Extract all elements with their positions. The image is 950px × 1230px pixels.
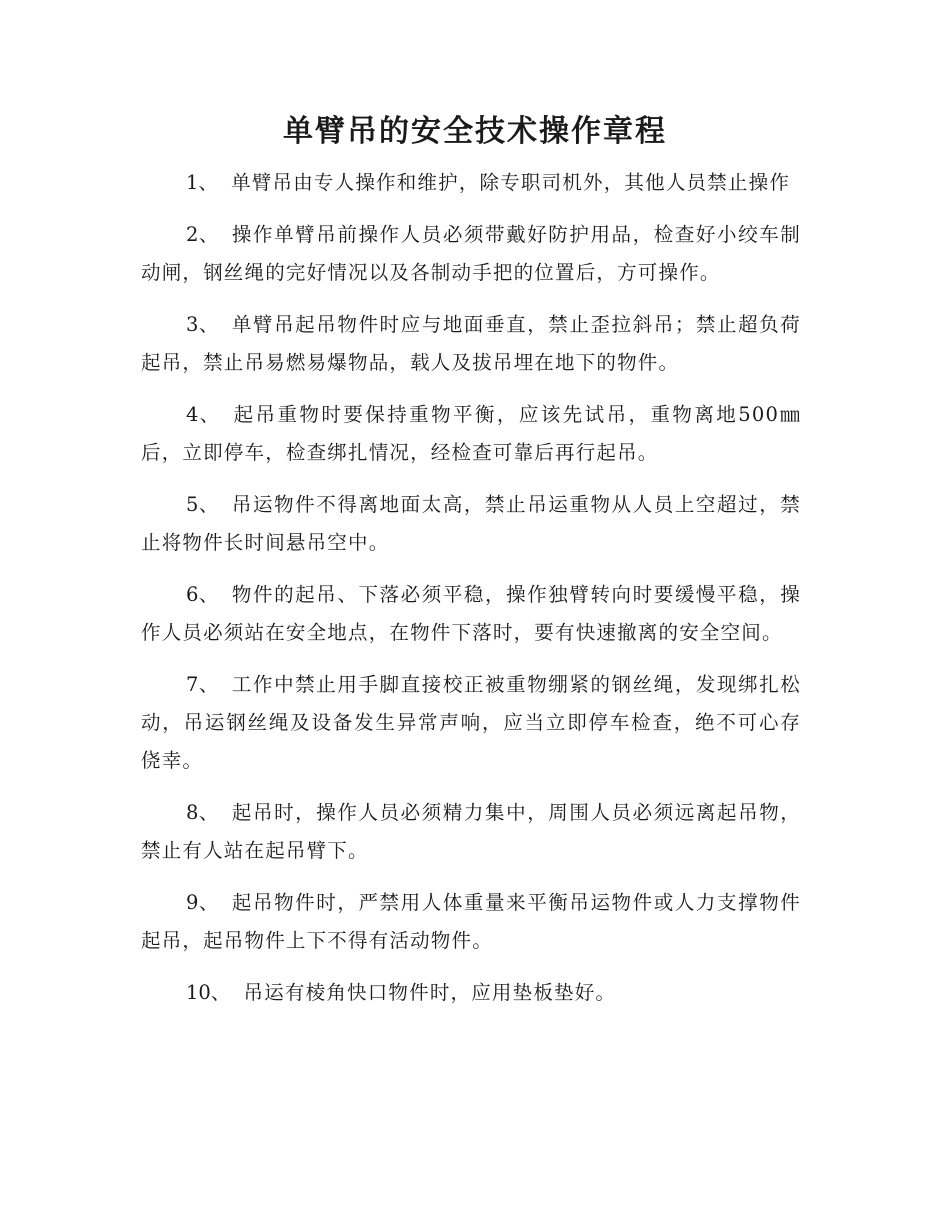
rule-separator: 、 xyxy=(198,223,220,246)
rule-number: 4 xyxy=(186,403,199,426)
rule-separator: 、 xyxy=(198,403,222,426)
rule-number: 8 xyxy=(186,801,199,824)
rule-separator: 、 xyxy=(198,891,220,914)
rule-item-1 xyxy=(141,164,801,202)
rule-separator: 、 xyxy=(198,801,220,824)
rule-number: 1 xyxy=(186,171,199,194)
rule-separator: 、 xyxy=(198,673,220,696)
rule-number: 10 xyxy=(186,981,211,1004)
rule-number: 3 xyxy=(186,313,199,336)
rule-text: 起吊重物时要保持重物平衡，应该先试吊，重物离地500㎜后，立即停车，检查绑扎情况，经检查可靠后再行起吊。 xyxy=(141,403,801,464)
rule-text: 工作中禁止用手脚直接校正被重物绷紧的钢丝绳，发现绑扎松动，吊运钢丝绳及设备发生异常声响，应当立即停车检查，绝不可心存侥幸。 xyxy=(141,673,801,772)
rule-item-3 xyxy=(141,306,801,382)
rule-number: 5 xyxy=(186,493,199,516)
rule-item-10 xyxy=(141,974,801,1012)
rule-text: 吊运物件不得离地面太高，禁止吊运重物从人员上空超过，禁止将物件长时间悬吊空中。 xyxy=(141,493,801,554)
rule-item-4 xyxy=(141,396,801,472)
rule-number: 7 xyxy=(186,673,199,696)
rule-text: 单臂吊由专人操作和维护，除专职司机外，其他人员禁止操作 xyxy=(231,171,791,194)
rule-separator: 、 xyxy=(198,313,220,336)
rule-item-6 xyxy=(141,576,801,652)
rule-text: 操作单臂吊前操作人员必须带戴好防护用品，检查好小绞车制动闸，钢丝绳的完好情况以及各制动手把的位置后，方可操作。 xyxy=(141,223,801,284)
rule-text: 起吊物件时，严禁用人体重量来平衡吊运物件或人力支撑物件起吊，起吊物件上下不得有活动物件。 xyxy=(141,891,801,952)
rule-separator: 、 xyxy=(198,583,220,606)
rule-item-8 xyxy=(141,794,801,870)
rule-item-7 xyxy=(141,666,801,780)
rule-separator: 、 xyxy=(198,493,220,516)
rule-number: 9 xyxy=(186,891,199,914)
rule-text: 吊运有棱角快口物件时，应用垫板垫好。 xyxy=(243,981,617,1004)
rule-item-5 xyxy=(141,486,801,562)
rule-text: 物件的起吊、下落必须平稳，操作独臂转向时要缓慢平稳，操作人员必须站在安全地点，在物件下落时，要有快速撤离的安全空间。 xyxy=(141,583,801,644)
rule-number: 6 xyxy=(186,583,199,606)
rule-number: 2 xyxy=(186,223,199,246)
rule-text: 单臂吊起吊物件时应与地面垂直，禁止歪拉斜吊；禁止超负荷起吊，禁止吊易燃易爆物品，载人及拔吊埋在地下的物件。 xyxy=(141,313,801,374)
rule-separator: 、 xyxy=(198,171,220,194)
rule-item-9 xyxy=(141,884,801,960)
rule-separator: 、 xyxy=(210,981,232,1004)
document-title: 单臂吊的安全技术操作章程 xyxy=(283,114,667,149)
rule-list xyxy=(141,164,801,1026)
rule-text: 起吊时，操作人员必须精力集中，周围人员必须远离起吊物，禁止有人站在起吊臂下。 xyxy=(141,801,801,862)
rule-item-2 xyxy=(141,216,801,292)
